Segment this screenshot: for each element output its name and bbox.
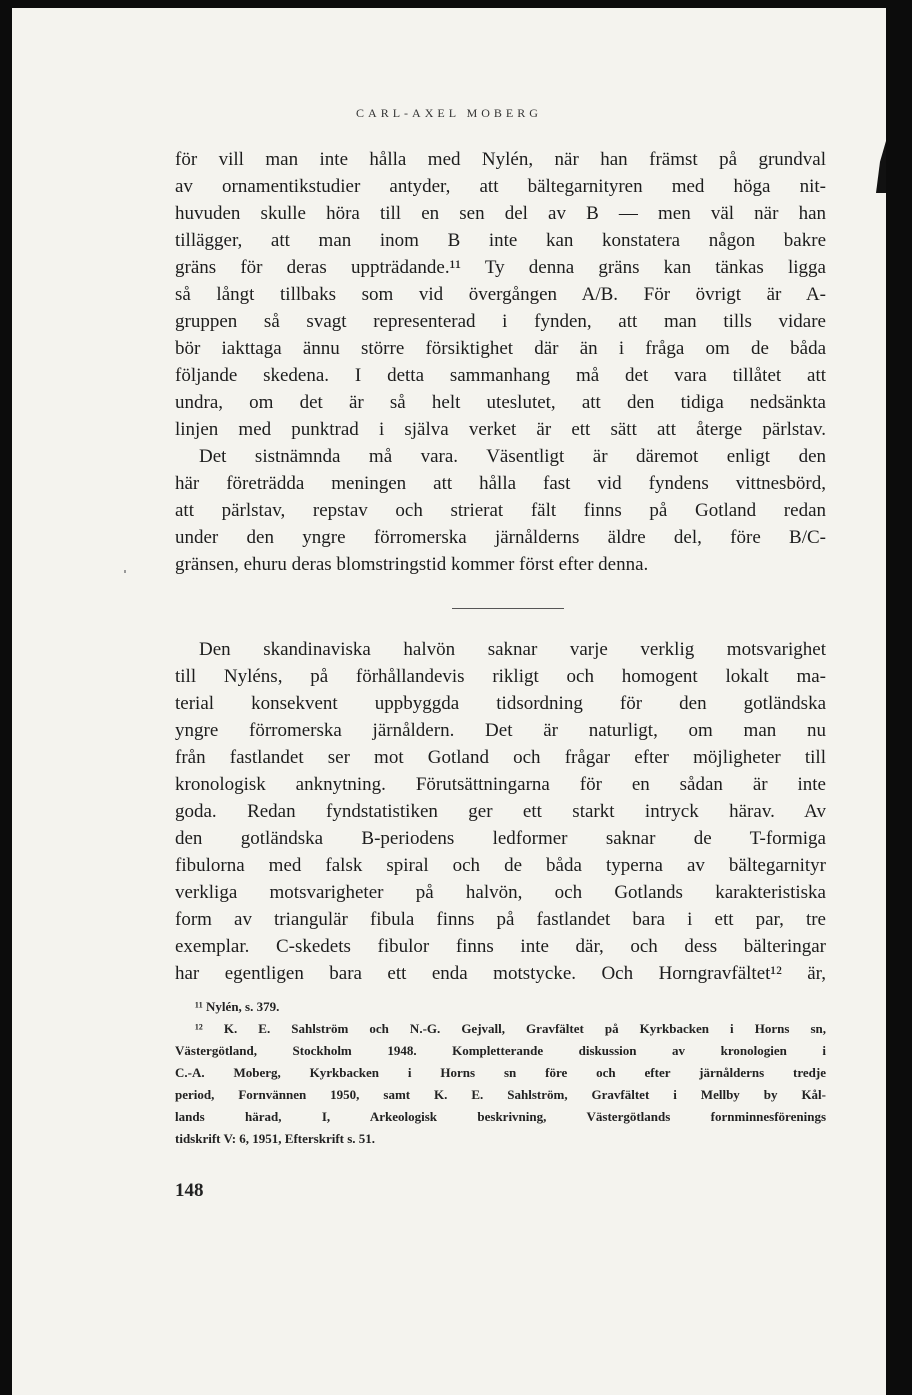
text-line: från fastlandet ser mot Gotland och frågar efter möjligheter till [175, 747, 826, 768]
text-line: under den yngre förromerska järnålderns äldre del, före B/C- [175, 527, 826, 548]
text-line: har egentligen bara ett enda motstycke. Och Horngravfältet¹² är, [175, 963, 826, 984]
text-line: för vill man inte hålla med Nylén, när han främst på grundval [175, 149, 826, 170]
text-line: form av triangulär fibula finns på fastlandet bara i ett par, tre [175, 909, 826, 930]
footnote-line: C.-A. Moberg, Kyrkbacken i Horns sn före och efter järnålderns tredje [175, 1065, 826, 1080]
text-line: terial konsekvent uppbyggda tidsordning för den gotländska [175, 693, 826, 714]
footnote-line: Västergötland, Stockholm 1948. Kompletterande diskussion av kronologien i [175, 1043, 826, 1058]
text-line: bör iakttaga ännu större försiktighet där än i fråga om de båda [175, 338, 826, 359]
text-line: goda. Redan fyndstatistiken ger ett starkt intryck härav. Av [175, 801, 826, 822]
paragraph-1 [175, 146, 826, 578]
text-line: fibulorna med falsk spiral och de båda typerna av bältegarnityr [175, 855, 826, 876]
page-number: 148 [175, 1180, 204, 1201]
book-page [12, 8, 886, 1395]
text-line: följande skedena. I detta sammanhang må det vara tillåtet att [175, 365, 826, 386]
text-line: Den skandinaviska halvön saknar varje verklig motsvarighet [199, 639, 826, 660]
text-line: gruppen så svagt representerad i fynden, att man tills vidare [175, 311, 826, 332]
text-line: den gotländska B-periodens ledformer saknar de T-formiga [175, 828, 826, 849]
text-line: här företrädda meningen att hålla fast vid fyndens vittnesbörd, [175, 473, 826, 494]
section-divider [452, 608, 564, 609]
footnote-line: period, Fornvännen 1950, samt K. E. Sahlström, Gravfältet i Mellby by Kål- [175, 1087, 826, 1102]
text-line: kronologisk anknytning. Förutsättningarna för en sådan är inte [175, 774, 826, 795]
text-line: yngre förromerska järnåldern. Det är naturligt, om man nu [175, 720, 826, 741]
paragraph-2 [175, 636, 826, 987]
text-line: gräns för deras uppträdande.¹¹ Ty denna gräns kan tänkas ligga [175, 257, 826, 278]
text-line: till Nyléns, på förhållandevis rikligt och homogent lokalt ma- [175, 666, 826, 687]
text-line: undra, om det är så helt uteslutet, att den tidiga nedsänkta [175, 392, 826, 413]
footnote-line: lands härad, I, Arkeologisk beskrivning, Västergötlands fornminnesförenings [175, 1109, 826, 1124]
text-line: gränsen, ehuru deras blomstringstid kommer först efter denna. [175, 554, 649, 575]
text-line: att pärlstav, repstav och strierat fält finns på Gotland redan [175, 500, 826, 521]
text-line: tillägger, att man inom B inte kan konstatera någon bakre [175, 230, 826, 251]
scan-speck [124, 570, 126, 573]
footnote-line: ¹¹ Nylén, s. 379. [195, 999, 280, 1014]
text-line: exemplar. C-skedets fibulor finns inte där, och dess bälteringar [175, 936, 826, 957]
text-line: huvuden skulle höra till en sen del av B — men väl när han [175, 203, 826, 224]
text-line: så långt tillbaks som vid övergången A/B. För övrigt är A- [175, 284, 826, 305]
running-header: CARL-AXEL MOBERG [356, 106, 542, 120]
footnote-line: tidskrift V: 6, 1951, Efterskrift s. 51. [175, 1131, 376, 1146]
scan-edge-mark [876, 141, 886, 193]
text-line: Det sistnämnda må vara. Väsentligt är däremot enligt den [199, 446, 826, 467]
footnote-line: ¹² K. E. Sahlström och N.-G. Gejvall, Gravfältet på Kyrkbacken i Horns sn, [195, 1021, 826, 1036]
text-line: linjen med punktrad i själva verket är ett sätt att återge pärlstav. [175, 419, 826, 440]
footnotes [175, 996, 826, 1150]
text-line: verkliga motsvarigheter på halvön, och Gotlands karakteristiska [175, 882, 826, 903]
text-line: av ornamentikstudier antyder, att bältegarnityren med höga nit- [175, 176, 826, 197]
